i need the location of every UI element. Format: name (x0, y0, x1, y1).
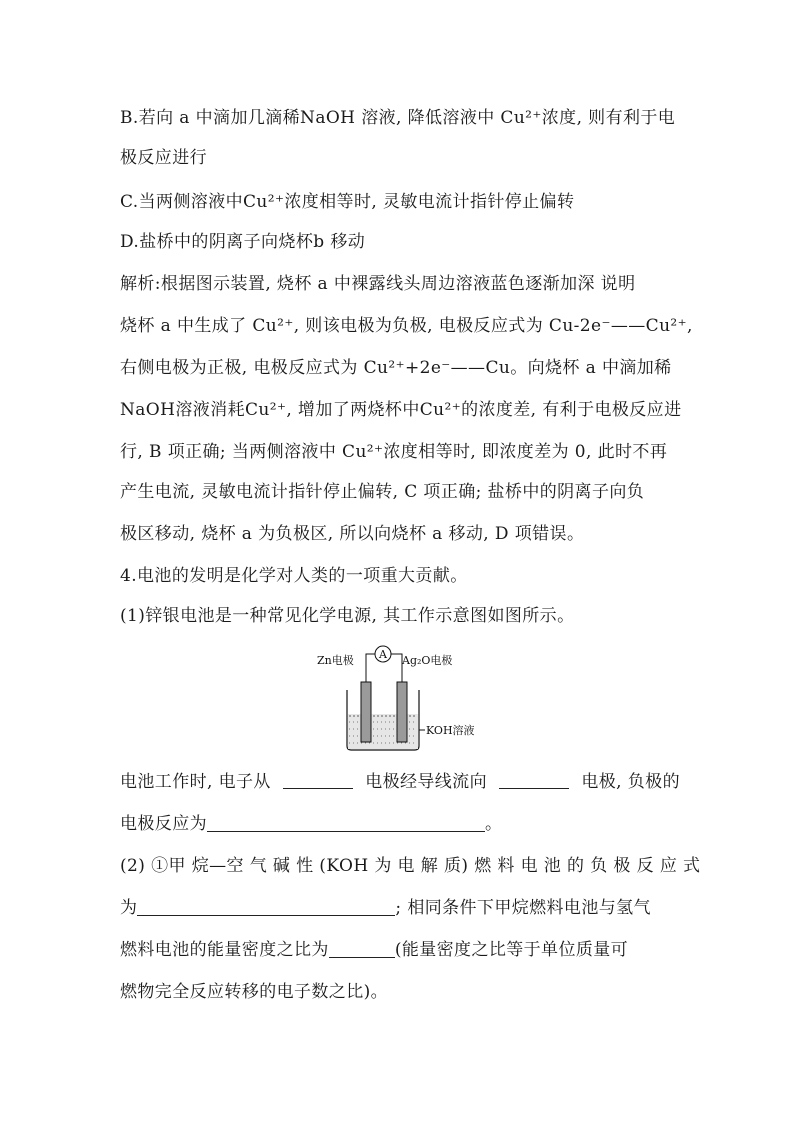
zn-electrode-label: Zn电极 (317, 654, 354, 667)
analysis-line-3: 右侧电极为正极, 电极反应式为 Cu²⁺+2e⁻——Cu。向烧杯 a 中滴加稀 (120, 358, 672, 378)
ag2o-electrode (397, 682, 407, 742)
option-d: D.盐桥中的阴离子向烧杯b 移动 (120, 232, 366, 252)
part-1-fill-line-2 (120, 814, 680, 834)
zinc-silver-battery-diagram (315, 644, 475, 756)
analysis-line-1: 解析:根据图示装置, 烧杯 a 中裸露线头周边溶液蓝色逐渐加深 说明 (120, 274, 636, 294)
part-2-line-2 (120, 898, 680, 918)
option-c: C.当两侧溶液中Cu²⁺浓度相等时, 灵敏电流计指针停止偏转 (120, 192, 575, 212)
koh-solution-label: KOH溶液 (426, 724, 475, 737)
fill-1-text-b: 电极经导线流向 (365, 772, 487, 792)
analysis-line-7: 极区移动, 烧杯 a 为负极区, 所以向烧杯 a 移动, D 项错误。 (120, 524, 585, 544)
zn-electrode (361, 682, 371, 742)
ammeter-label: A (379, 648, 387, 661)
part-1-fill-line-1 (120, 772, 680, 792)
answer-blank-2[interactable] (499, 772, 569, 789)
analysis-line-4: NaOH溶液消耗Cu²⁺, 增加了两烧杯中Cu²⁺的浓度差, 有利于电极反应进 (120, 400, 682, 420)
answer-blank-5[interactable] (329, 941, 395, 958)
analysis-line-6: 产生电流, 灵敏电流计指针停止偏转, C 项正确; 盐桥中的阴离子向负 (120, 482, 645, 502)
fill-2-text-a: 电极反应为 (120, 814, 207, 834)
part-2-text-b: ; 相同条件下甲烷燃料电池与氢气 (395, 898, 651, 918)
fill-2-text-b: 。 (485, 814, 503, 834)
question-4-part-1: (1)锌银电池是一种常见化学电源, 其工作示意图如图所示。 (120, 606, 575, 626)
part-2-text-c: 燃料电池的能量密度之比为 (120, 940, 329, 960)
fill-1-text-c: 电极, 负极的 (581, 772, 680, 792)
analysis-line-2: 烧杯 a 中生成了 Cu²⁺, 则该电极为负极, 电极反应式为 Cu-2e⁻——Cu²⁺, (120, 316, 693, 336)
part-2-text-d: (能量密度之比等于单位质量可 (394, 940, 629, 960)
part-2-line-3 (120, 940, 680, 960)
analysis-line-5: 行, B 项正确; 当两侧溶液中 Cu²⁺浓度相等时, 即浓度差为 0, 此时不再 (120, 442, 668, 462)
answer-blank-3[interactable] (207, 815, 485, 832)
answer-blank-4[interactable] (137, 899, 395, 916)
ag2o-electrode-label: Ag₂O电极 (402, 654, 453, 667)
option-b-line-2: 极反应进行 (120, 148, 207, 168)
answer-blank-1[interactable] (283, 772, 353, 789)
fill-1-text-a: 电池工作时, 电子从 (120, 772, 271, 792)
question-4-stem: 4.电池的发明是化学对人类的一项重大贡献。 (120, 566, 468, 586)
part-2-line-1: (2) ①甲 烷—空 气 碱 性 (KOH 为 电 解 质) 燃 料 电 池 的 负 极 反 应 式 (120, 856, 701, 876)
part-2-line-4: 燃物完全反应转移的电子数之比)。 (120, 982, 389, 1002)
option-b-line-1: B.若向 a 中滴加几滴稀NaOH 溶液, 降低溶液中 Cu²⁺浓度, 则有利于电 (120, 108, 676, 128)
part-2-text-a: 为 (120, 898, 138, 918)
